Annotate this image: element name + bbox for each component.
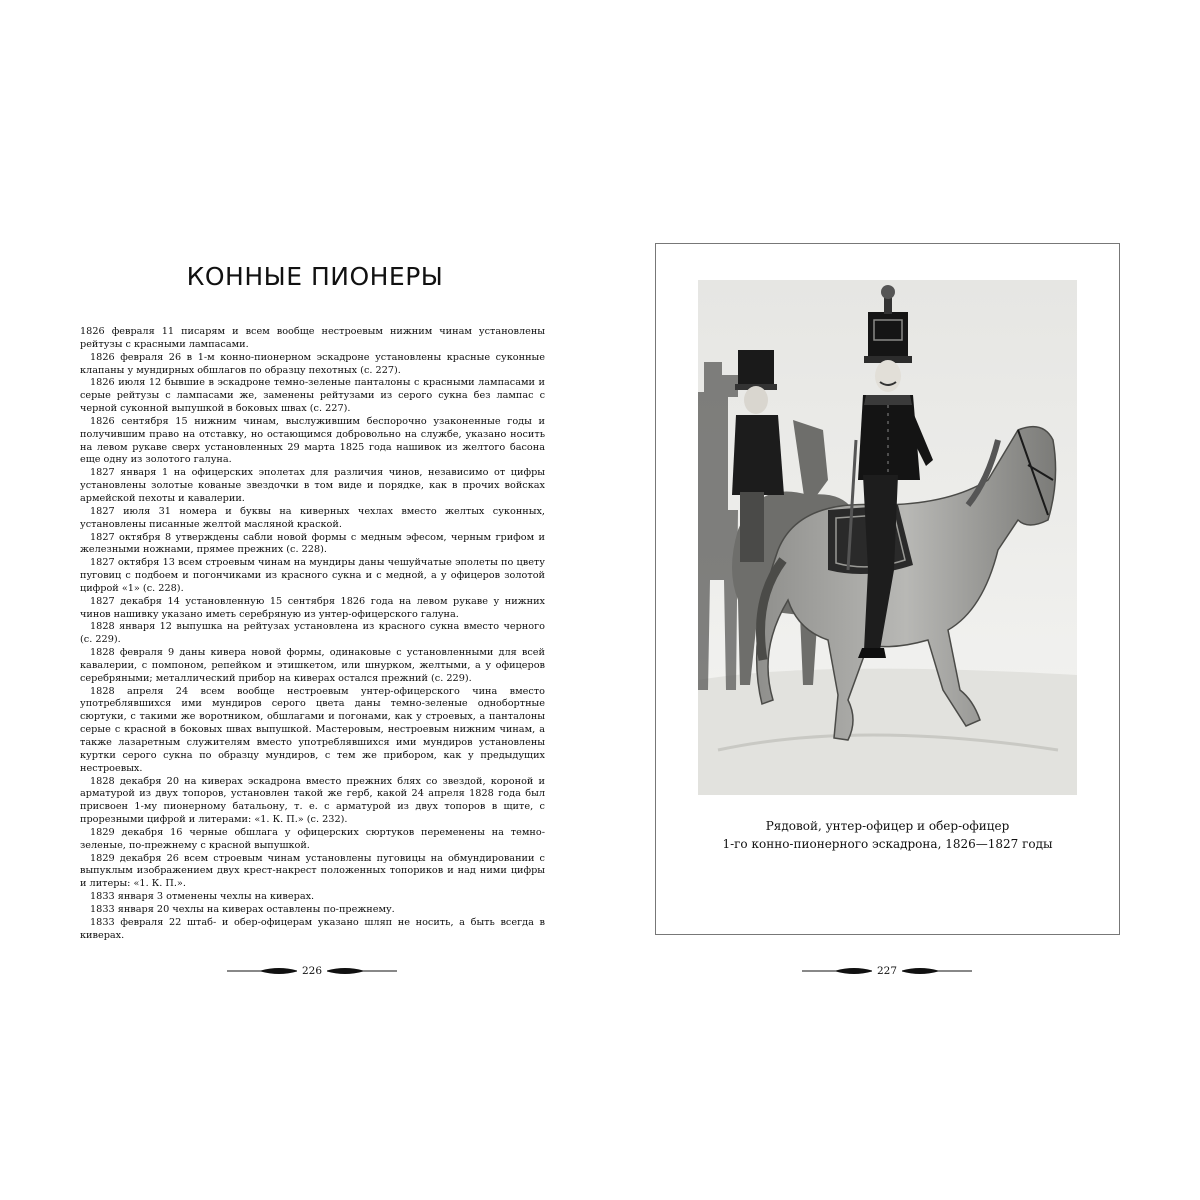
paragraph: 1833 января 3 отменены чехлы на киверах. (90, 891, 315, 903)
ornament-left-icon (227, 966, 297, 976)
paragraph: 1828 февраля 9 даны кивера новой формы, одинаковые с установленными для всей кавалерии, с помпоном, репейком и этишкетом, или шнурком, желтыми, а у офицеров серебряными; металлический прибор на киверах остался прежний (с. 229). (80, 647, 545, 684)
paragraph: 1829 декабря 26 всем строевым чинам установлены пуговицы на обмундировании с выпуклым изображением двух крест-накрест положенных топориков и над ними цифры и литеры: «1. К. П.». (80, 852, 545, 890)
paragraph: 1833 февраля 22 штаб- и обер-офицерам указано шляп не носить, а быть всегда в киверах. (80, 916, 545, 941)
plate-caption (680, 817, 1095, 853)
ornament-right-icon (902, 966, 972, 976)
paragraph: 1827 октября 8 утверждены сабли новой формы с медным эфесом, черным грифом и железными ножнами, прямее прежних (с. 228). (80, 531, 545, 556)
caption-line-2: 1-го конно-пионерного эскадрона, 1826—1827 годы (722, 837, 1053, 851)
page-number: 226 (301, 965, 323, 977)
ornament-left-icon (802, 966, 872, 976)
paragraph: 1826 июля 12 бывшие в эскадроне темно-зеленые панталоны с красными лампасами и серые рейтузы с лампасами же, заменены рейтузами из серого сукна без лампас с черной суконной выпушкой в боковых швах (с. 227). (80, 377, 545, 415)
paragraph: 1827 июля 31 номера и буквы на киверных чехлах вместо желтых суконных, установлены писанные желтой масляной краской. (80, 505, 545, 530)
paragraph: 1828 января 12 выпушка на рейтузах установлена из красного сукна вместо черного (с. 229). (80, 621, 545, 646)
paragraph: 1829 декабря 16 черные обшлага у офицерских сюртуков переменены на темно-зеленые, по-прежнему с красной выпушкой. (80, 826, 545, 851)
paragraph: 1826 сентября 15 нижним чинам, выслужившим беспорочно узаконенные годы и получившим право на отставку, но остающимся добровольно на службе, указано носить на левом рукаве сверх установленных 29 марта 1825 года нашивок из желтого басона еще одну из золотого галуна. (80, 415, 545, 466)
paragraph: 1833 января 20 чехлы на киверах оставлены по-прежнему. (90, 903, 395, 915)
paragraph: 1827 декабря 14 установленную 15 сентября 1826 года на левом рукаве у нижних чинов нашивку указано иметь серебряную из унтер-офицерского галуна. (80, 595, 545, 620)
ornament-right-icon (327, 966, 397, 976)
chapter-title: КОННЫЕ ПИОНЕРЫ (186, 262, 444, 291)
page-number-footer (192, 963, 432, 979)
paragraph: 1826 февраля 26 в 1-м конно-пионерном эскадроне установлены красные суконные клапаны у мундирных обшлагов по образцу пехотных (с. 227). (80, 351, 545, 376)
paragraph: 1826 февраля 11 писарям и всем вообще нестроевым нижним чинам установлены рейтузы с красными лампасами. (80, 326, 545, 350)
caption-line-1: Рядовой, унтер-офицер и обер-офицер (765, 819, 1010, 833)
paragraph: 1828 апреля 24 всем вообще нестроевым унтер-офицерского чина вместо употреблявшихся ими мундиров серого цвета даны темно-зеленые однобортные сюртуки, с такими же воротником, обшлагами и погонами, как у строевых, а панталоны серые с красной в боковых швах выпушкой. Мастеровым, нестроевым нижним чинам, а также лазаретным служителям вместо употреблявшихся ими мундиров установлены куртки серого сукна по образцу мундиров, с тем же прибором, как у предыдущих нестроевых. (80, 685, 545, 774)
cavalry-illustration (698, 280, 1077, 795)
page-number: 227 (876, 965, 898, 977)
paragraph: 1827 января 1 на офицерских эполетах для различия чинов, независимо от цифры установлены золотые кованые звездочки в том виде и порядке, как в прочих войсках армейской пехоты и кавалерии. (80, 467, 545, 504)
body-text (80, 326, 545, 943)
paragraph: 1827 октября 13 всем строевым чинам на мундиры даны чешуйчатые эполеты по цвету пуговиц с подбоем и погончиками из красного сукна и с медной, а у офицеров золотой цифрой «1» (с. 228). (80, 557, 545, 594)
illustration-plate (698, 280, 1077, 795)
paragraph: 1828 декабря 20 на киверах эскадрона вместо прежних блях со звездой, короной и арматурой из двух топоров, установлен такой же герб, какой 24 апреля 1828 года был присвоен 1-му пионерному батальону, т. е. с арматурой из двух топоров в щите, с прорезными цифрой и литерами: «1. К. П.» (с. 232). (80, 775, 545, 826)
page-number-footer (767, 963, 1007, 979)
